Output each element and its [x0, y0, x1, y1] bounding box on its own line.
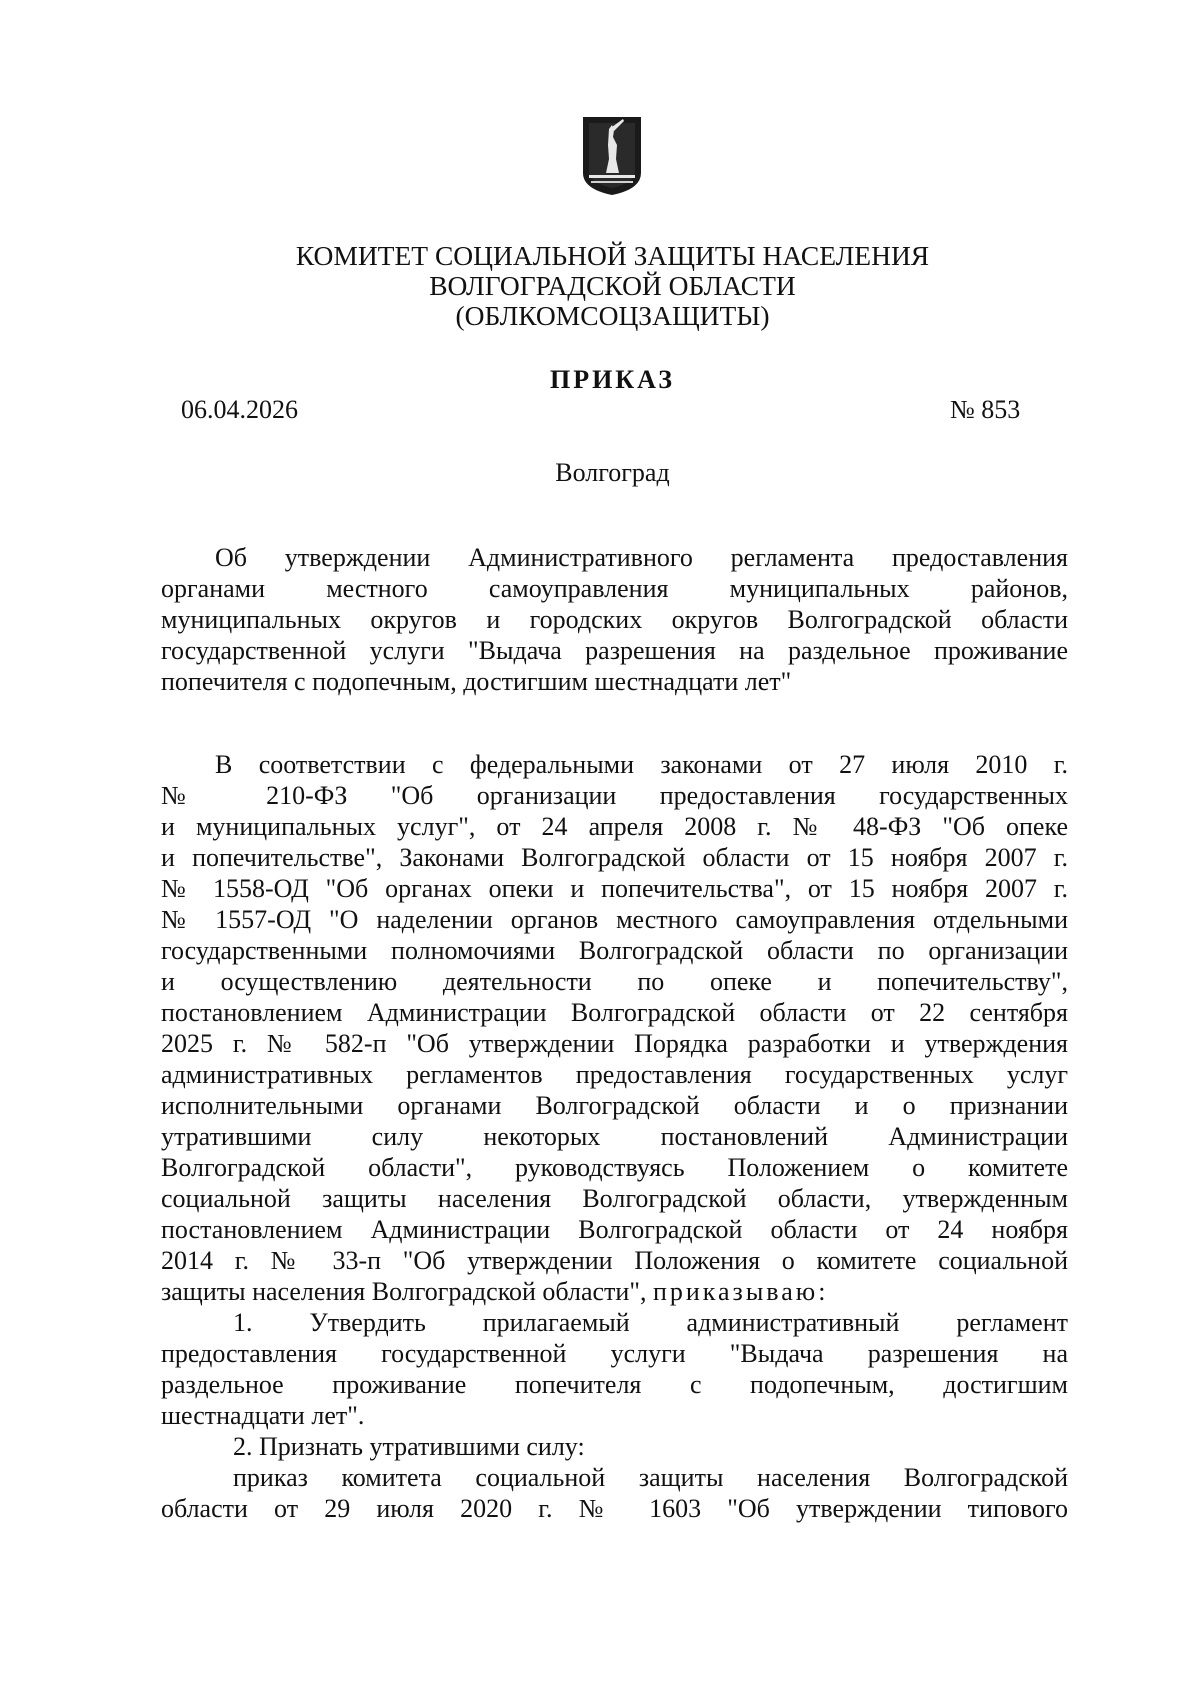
item-1-line: предоставления государственной услуги "Выдача разрешения на — [161, 1339, 1068, 1368]
item-1-line: 1. Утвердить прилагаемый административный регламент — [233, 1308, 1068, 1337]
body-line: Волгоградской области", руководствуясь Положением о комитете — [161, 1153, 1068, 1182]
body-line: № 210-ФЗ "Об организации предоставления государственных — [161, 781, 1068, 810]
body-line: исполнительными органами Волгоградской области и о признании — [161, 1091, 1068, 1120]
body-line: и попечительстве", Законами Волгоградской области от 15 ноября 2007 г. — [161, 843, 1068, 872]
subject-line: Об утверждении Административного регламента предоставления — [215, 543, 1068, 572]
organization-name-line-1: КОМИТЕТ СОЦИАЛЬНОЙ ЗАЩИТЫ НАСЕЛЕНИЯ — [295, 240, 930, 271]
subject-line: государственной услуги "Выдача разрешения на раздельное проживание — [161, 636, 1068, 665]
item-1-line: шестнадцати лет". — [161, 1401, 365, 1430]
body-line: № 1557-ОД "О наделении органов местного самоуправления отдельными — [161, 905, 1068, 934]
item-2-line: приказ комитета социальной защиты населения Волгоградской — [233, 1463, 1068, 1492]
order-subject — [161, 542, 1068, 697]
body-line: и муниципальных услуг", от 24 апреля 2008 г. № 48-ФЗ "Об опеке — [161, 812, 1068, 841]
item-2-heading: 2. Признать утратившими силу: — [233, 1432, 585, 1461]
order-directive-word: приказываю: — [652, 1277, 829, 1306]
order-number: № 853 — [950, 395, 1021, 424]
body-line: постановлением Администрации Волгоградской области от 22 сентября — [161, 998, 1068, 1027]
body-line: социальной защиты населения Волгоградской области, утвержденным — [161, 1184, 1068, 1213]
body-line: постановлением Администрации Волгоградской области от 24 ноября — [161, 1215, 1068, 1244]
document-type-title: ПРИКАЗ — [549, 365, 676, 394]
body-line: В соответствии с федеральными законами от 27 июля 2010 г. — [215, 750, 1068, 779]
body-line: государственными полномочиями Волгоградской области по организации — [161, 936, 1068, 965]
body-line: административных регламентов предоставления государственных услуг — [161, 1060, 1068, 1089]
body-line-text: защиты населения Волгоградской области", — [161, 1277, 653, 1306]
item-2-line: области от 29 июля 2020 г. № 1603 "Об утверждении типового — [161, 1494, 1068, 1523]
issue-city: Волгоград — [555, 458, 670, 487]
coat-of-arms-emblem — [581, 115, 643, 197]
subject-line: муниципальных округов и городских округов Волгоградской области — [161, 605, 1068, 634]
order-body — [161, 749, 1068, 1524]
subject-line: попечителя с подопечным, достигшим шестнадцати лет" — [161, 667, 792, 696]
body-line: № 1558-ОД "Об органах опеки и попечительства", от 15 ноября 2007 г. — [161, 874, 1068, 903]
subject-line: органами местного самоуправления муниципальных районов, — [161, 574, 1068, 603]
body-line: и осуществлению деятельности по опеке и попечительству", — [161, 967, 1068, 996]
organization-name-line-2: ВОЛГОГРАДСКОЙ ОБЛАСТИ — [429, 270, 796, 301]
body-line: 2025 г. № 582-п "Об утверждении Порядка разработки и утверждения — [161, 1029, 1068, 1058]
organization-abbreviation: (ОБЛКОМСОЦЗАЩИТЫ) — [455, 300, 770, 331]
order-date: 06.04.2026 — [181, 395, 298, 424]
body-line: 2014 г. № 33-п "Об утверждении Положения о комитете социальной — [161, 1246, 1068, 1275]
body-line: утратившими силу некоторых постановлений Администрации — [161, 1122, 1068, 1151]
item-1-line: раздельное проживание попечителя с подопечным, достигшим — [161, 1370, 1068, 1399]
body-line-final — [161, 1276, 1068, 1307]
